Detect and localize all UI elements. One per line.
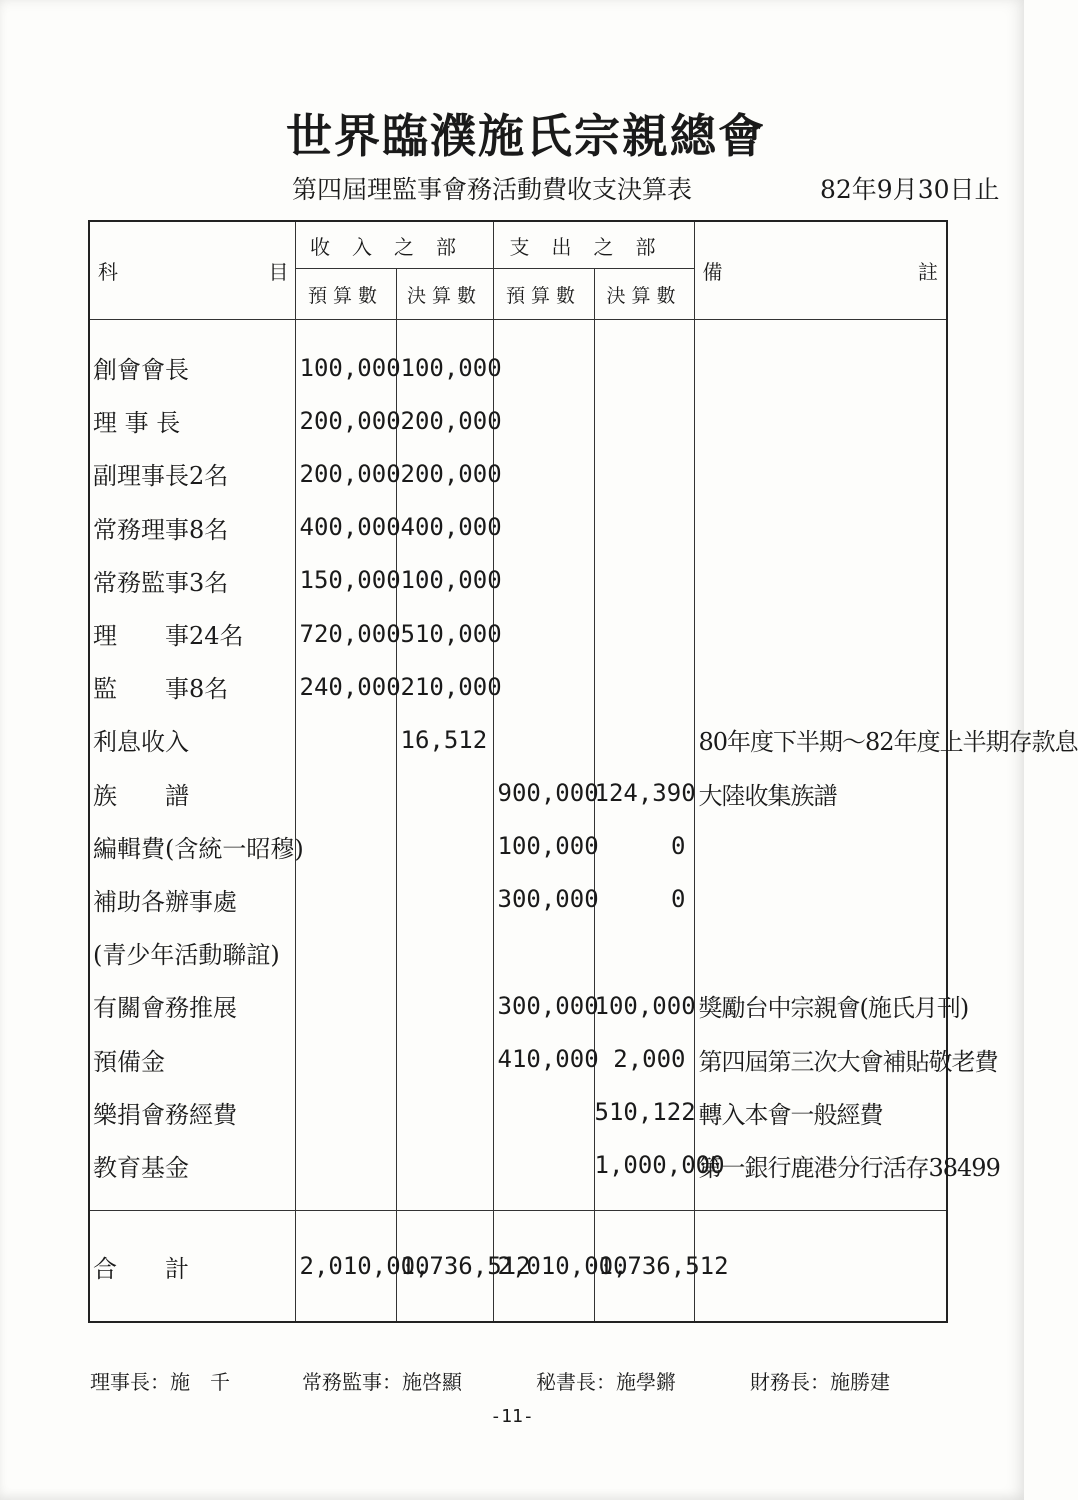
table-row — [89, 767, 947, 820]
row-item: 常務監事3名 — [89, 554, 295, 607]
row-expense-actual: 124,390 — [594, 767, 694, 820]
row-expense-actual: 0 — [594, 873, 694, 926]
row-item: 預備金 — [89, 1032, 295, 1085]
table-body — [89, 320, 1078, 1211]
table-row — [89, 820, 947, 873]
row-remark: 第四屆第三次大會補貼敬老費 — [694, 1032, 947, 1085]
signature-chairman: 理事長：施 千 — [90, 1370, 230, 1394]
row-expense-budget — [493, 501, 594, 554]
row-remark — [694, 926, 947, 979]
row-expense-actual — [594, 926, 694, 979]
row-expense-budget — [493, 394, 594, 447]
row-income-actual — [396, 979, 493, 1032]
row-income-budget — [295, 979, 396, 1032]
row-expense-actual — [594, 554, 694, 607]
table-total — [89, 1211, 947, 1323]
row-income-actual: 16,512 — [396, 713, 493, 766]
row-item: 教育基金 — [89, 1139, 295, 1192]
row-expense-actual — [594, 713, 694, 766]
row-item: 常務理事8名 — [89, 501, 295, 554]
row-remark — [694, 341, 947, 394]
row-expense-budget: 300,000 — [493, 873, 594, 926]
spacer-row — [89, 320, 947, 342]
signature-supervisor: 常務監事：施啓顯 — [302, 1370, 462, 1394]
table-row — [89, 607, 947, 660]
row-expense-budget: 300,000 — [493, 979, 594, 1032]
header-expense: 支出之部 — [493, 221, 694, 269]
row-remark — [694, 820, 947, 873]
row-expense-actual: 2,000 — [594, 1032, 694, 1085]
table-row — [89, 713, 947, 766]
table-row — [89, 1032, 947, 1085]
row-income-actual: 210,000 — [396, 660, 493, 713]
row-expense-budget — [493, 926, 594, 979]
row-income-actual — [396, 1086, 493, 1139]
table-row — [89, 979, 947, 1032]
row-expense-budget — [493, 713, 594, 766]
row-item: 利息收入 — [89, 713, 295, 766]
table-row — [89, 447, 947, 500]
row-income-budget — [295, 873, 396, 926]
row-income-budget — [295, 1139, 396, 1192]
row-remark — [694, 554, 947, 607]
header-item: 科 目 — [89, 221, 295, 320]
document-subtitle: 第四屆理監事會務活動費收支決算表 — [292, 175, 693, 204]
row-expense-actual — [594, 607, 694, 660]
row-remark: 轉入本會一般經費 — [694, 1086, 947, 1139]
table-header — [89, 221, 947, 320]
row-income-actual — [396, 873, 493, 926]
row-expense-budget — [493, 660, 594, 713]
header-expense-actual: 決算數 — [594, 269, 694, 320]
row-income-budget: 400,000 — [295, 501, 396, 554]
row-income-budget: 240,000 — [295, 660, 396, 713]
row-remark: 第一銀行鹿港分行活存38499 — [694, 1139, 947, 1192]
row-item: (青少年活動聯誼) — [89, 926, 295, 979]
row-item: 編輯費(含統一昭穆) — [89, 820, 295, 873]
row-item: 有關會務推展 — [89, 979, 295, 1032]
row-item: 補助各辦事處 — [89, 873, 295, 926]
total-row — [89, 1211, 947, 1323]
table-row — [89, 873, 947, 926]
table-row — [89, 341, 947, 394]
row-item: 創會會長 — [89, 341, 295, 394]
row-item: 副理事長2名 — [89, 447, 295, 500]
row-income-budget — [295, 767, 396, 820]
row-income-budget — [295, 713, 396, 766]
row-item: 理 事 長 — [89, 394, 295, 447]
row-income-actual: 510,000 — [396, 607, 493, 660]
row-item: 族 譜 — [89, 767, 295, 820]
table-row — [89, 501, 947, 554]
row-remark: 80年度下半期～82年度上半期存款息 — [694, 713, 947, 766]
row-expense-actual: 100,000 — [594, 979, 694, 1032]
row-income-actual — [396, 1139, 493, 1192]
row-expense-budget: 410,000 — [493, 1032, 594, 1085]
header-income-budget: 預算數 — [295, 269, 396, 320]
total-income-budget: 2,010,000 — [295, 1211, 396, 1323]
row-income-budget: 200,000 — [295, 447, 396, 500]
row-income-budget — [295, 820, 396, 873]
row-remark — [694, 873, 947, 926]
row-income-actual: 400,000 — [396, 501, 493, 554]
row-remark — [694, 447, 947, 500]
row-expense-actual — [594, 341, 694, 394]
budget-table — [88, 220, 1078, 1323]
table-row — [89, 1086, 947, 1139]
total-income-actual: 1,736,512 — [396, 1211, 493, 1323]
header-income-actual: 決算數 — [396, 269, 493, 320]
table-row — [89, 1139, 947, 1192]
row-remark — [694, 660, 947, 713]
total-expense-actual: 1,736,512 — [594, 1211, 694, 1323]
row-expense-actual — [594, 394, 694, 447]
row-income-actual — [396, 820, 493, 873]
row-expense-budget — [493, 607, 594, 660]
row-income-actual: 200,000 — [396, 447, 493, 500]
row-expense-budget — [493, 447, 594, 500]
table-row — [89, 660, 947, 713]
row-item: 監 事8名 — [89, 660, 295, 713]
row-income-actual: 100,000 — [396, 341, 493, 394]
row-expense-budget — [493, 1086, 594, 1139]
as-of-date: 82年9月30日止 — [820, 175, 1000, 204]
total-remark — [694, 1211, 947, 1323]
row-income-budget: 720,000 — [295, 607, 396, 660]
row-income-actual: 100,000 — [396, 554, 493, 607]
row-expense-budget: 900,000 — [493, 767, 594, 820]
row-income-budget — [295, 926, 396, 979]
row-income-actual: 200,000 — [396, 394, 493, 447]
row-income-actual — [396, 1032, 493, 1085]
row-expense-budget — [493, 1139, 594, 1192]
row-income-budget — [295, 1032, 396, 1085]
row-expense-actual — [594, 447, 694, 500]
document-title: 世界臨濮施氏宗親總會 — [286, 109, 766, 163]
row-income-actual — [396, 767, 493, 820]
row-expense-actual: 1,000,000 — [594, 1139, 694, 1192]
signature-secretary: 秘書長：施學鏘 — [536, 1370, 676, 1394]
table-row — [89, 926, 947, 979]
row-income-budget: 150,000 — [295, 554, 396, 607]
row-expense-actual — [594, 660, 694, 713]
row-income-actual — [396, 926, 493, 979]
row-expense-budget: 100,000 — [493, 820, 594, 873]
row-income-budget: 200,000 — [295, 394, 396, 447]
row-remark: 大陸收集族譜 — [694, 767, 947, 820]
row-expense-actual — [594, 501, 694, 554]
header-remark: 備 註 — [694, 221, 947, 320]
row-expense-actual: 0 — [594, 820, 694, 873]
row-remark — [694, 607, 947, 660]
row-remark — [694, 501, 947, 554]
spacer-row — [89, 1192, 947, 1211]
total-expense-budget: 2,010,000 — [493, 1211, 594, 1323]
row-expense-budget — [493, 341, 594, 394]
header-expense-budget: 預算數 — [493, 269, 594, 320]
page-number: -11- — [490, 1406, 534, 1427]
row-item: 樂捐會務經費 — [89, 1086, 295, 1139]
header-income: 收入之部 — [295, 221, 493, 269]
row-income-budget — [295, 1086, 396, 1139]
signature-treasurer: 財務長：施勝建 — [750, 1370, 890, 1394]
row-remark: 獎勵台中宗親會(施氏月刊) — [694, 979, 947, 1032]
total-label: 合 計 — [89, 1211, 295, 1323]
row-remark — [694, 394, 947, 447]
table-row — [89, 394, 947, 447]
row-income-budget: 100,000 — [295, 341, 396, 394]
row-expense-budget — [493, 554, 594, 607]
row-expense-actual: 510,122 — [594, 1086, 694, 1139]
table-row — [89, 554, 947, 607]
row-item: 理 事24名 — [89, 607, 295, 660]
